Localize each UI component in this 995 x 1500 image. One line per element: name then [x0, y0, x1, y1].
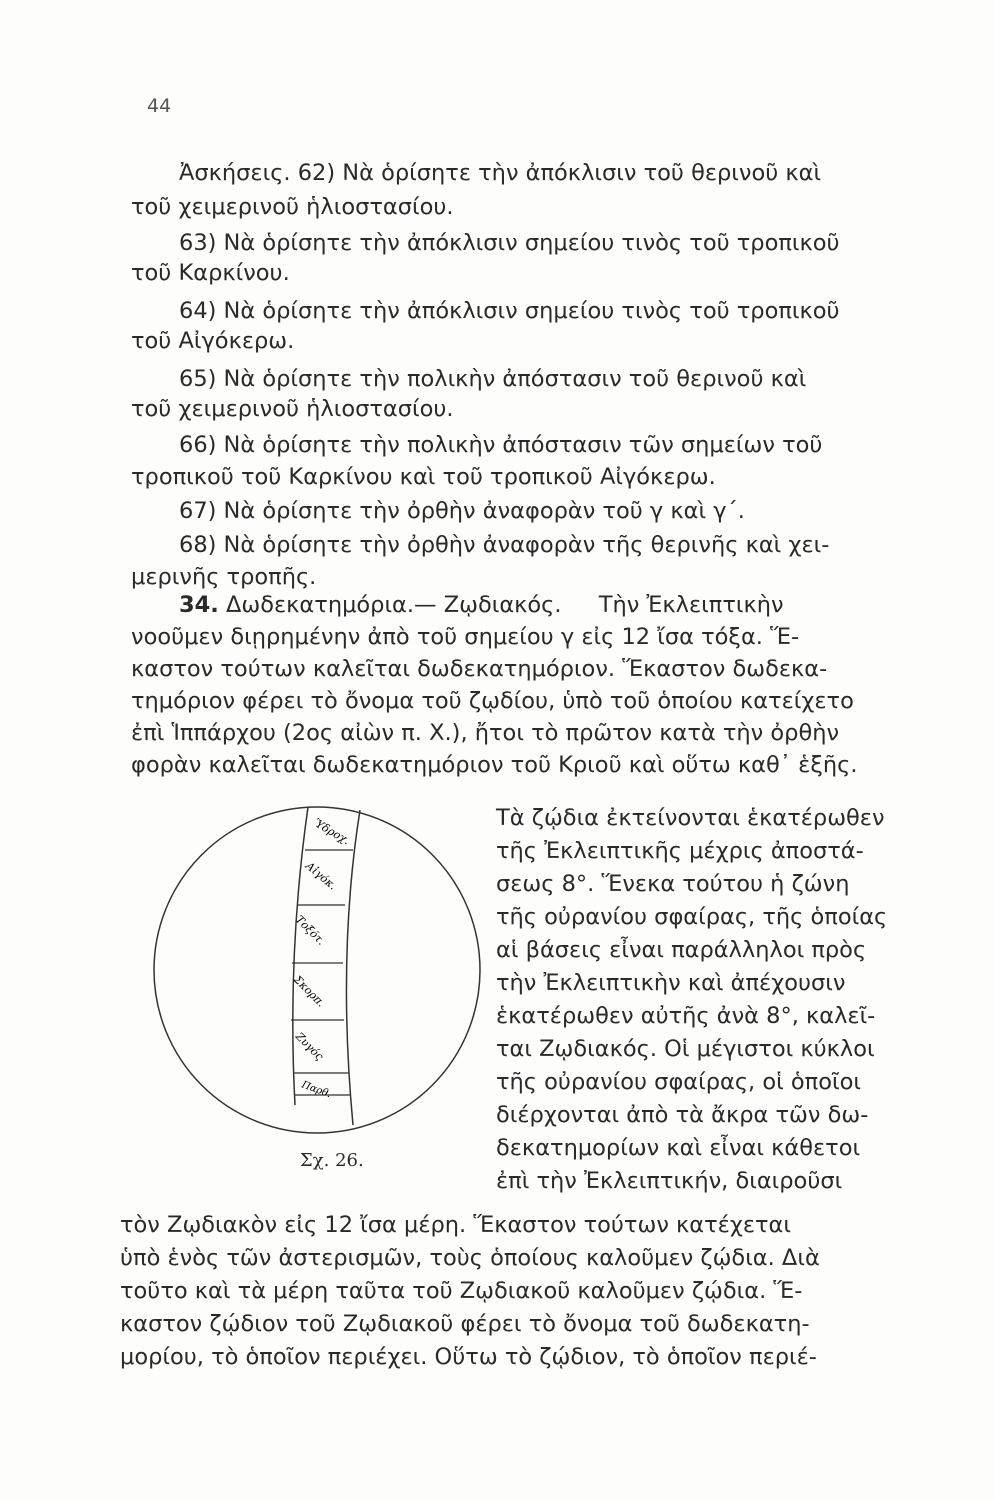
bottom-line: τὸν Ζῳδιακὸν εἰς 12 ἴσα μέρη. Ἕκαστον τούτων κατέχεται [120, 1212, 791, 1238]
bottom-line: ὑπὸ ἑνὸς τῶν ἀστερισμῶν, τοὺς ὁποίους καλοῦμεν ζῴδια. Διὰ [120, 1245, 820, 1271]
exercise-62-line-1: Ἀσκήσεις. 62) Νὰ ὁρίσητε τὴν ἀπόκλισιν τοῦ θερινοῦ καὶ [179, 160, 822, 186]
section-heading-line [131, 592, 784, 618]
section-title: Δωδεκατημόρια.— Ζῳδιακός. [226, 592, 562, 618]
exercise-63-line-1: 63) Νὰ ὁρίσητε τὴν ἀπόκλισιν σημείου τινὸς τοῦ τροπικοῦ [179, 230, 840, 256]
section-line-6: φορὰν καλεῖται δωδεκατημόριον τοῦ Κριοῦ καὶ οὕτω καθ᾽ ἑξῆς. [131, 752, 858, 778]
segment-label: Αἰγόκ. [303, 859, 340, 893]
side-line: Τὰ ζῴδια ἐκτείνονται ἑκατέρωθεν [496, 805, 885, 831]
side-line: τῆς οὐρανίου σφαίρας, οἱ ὁποῖοι [496, 1069, 861, 1095]
segment-label: Παρθ. [299, 1079, 333, 1101]
side-line: τῆς Ἐκλειπτικῆς μέχρις ἀποστά- [496, 838, 864, 864]
segment-label: Σκορπ. [290, 972, 328, 1010]
side-line: τῆς οὐρανίου σφαίρας, τῆς ὁποίας [496, 904, 888, 930]
exercise-64-line-2: τοῦ Αἰγόκερω. [131, 328, 295, 354]
band-left-edge [293, 807, 308, 1105]
zodiac-diagram [145, 805, 490, 1145]
section-line-2: νοοῦμεν διῃρημένην ἀπὸ τοῦ σημείου γ εἰς 12 ἴσα τόξα. Ἕ- [131, 624, 800, 650]
side-line: ἑκατέρωθεν αὐτῆς ἀνὰ 8°, καλεῖ- [496, 1003, 876, 1029]
side-line: σεως 8°. Ἕνεκα τούτου ἡ ζώνη [496, 871, 850, 897]
side-line: τὴν Ἐκλειπτικὴν καὶ ἀπέχουσιν [496, 970, 846, 996]
section-line-1: Τὴν Ἐκλειπτικὴν [598, 592, 784, 618]
section-number: 34. [179, 592, 219, 618]
exercise-62-line-2: τοῦ χειμερινοῦ ἡλιοστασίου. [131, 194, 454, 220]
segment-label: Ζυγός [292, 1029, 326, 1063]
exercise-64-line-1: 64) Νὰ ὁρίσητε τὴν ἀπόκλισιν σημείου τινὸς τοῦ τροπικοῦ [179, 298, 840, 324]
exercise-65-line-1: 65) Νὰ ὁρίσητε τὴν πολικὴν ἀπόστασιν τοῦ θερινοῦ καὶ [179, 366, 807, 392]
section-line-3: καστον τούτων καλεῖται δωδεκατημόριον. Ἕκαστον δωδεκα- [131, 656, 828, 682]
figure-26 [145, 805, 490, 1145]
figure-caption: Σχ. 26. [300, 1150, 364, 1171]
side-line [496, 1036, 875, 1062]
exercise-65-line-2: τοῦ χειμερινοῦ ἡλιοστασίου. [131, 396, 454, 422]
exercise-66-line-1: 66) Νὰ ὁρίσητε τὴν πολικὴν ἀπόστασιν τῶν σημείων τοῦ [179, 432, 823, 458]
side-line-italic: ται Ζῳδιακός. Οἱ μέγιστοι κύκλοι [496, 1036, 875, 1062]
segment-label: Ὑδροχ. [311, 816, 352, 848]
page-number: 44 [147, 95, 172, 117]
section-line-5: ἐπὶ Ἱππάρχου (2ος αἰὼν π. Χ.), ἤτοι τὸ πρῶτον κατὰ τὴν ὀρθὴν [131, 720, 840, 746]
exercise-67-line-1: 67) Νὰ ὁρίσητε τὴν ὀρθὴν ἀναφορὰν τοῦ γ καὶ γ΄. [179, 498, 745, 524]
side-line: αἱ βάσεις εἶναι παράλληλοι πρὸς [496, 937, 867, 963]
exercise-68-line-2: μερινῆς τροπῆς. [131, 564, 317, 590]
exercise-63-line-2: τοῦ Καρκίνου. [131, 260, 290, 286]
side-line: ἐπὶ τὴν Ἐκλειπτικήν, διαιροῦσι [496, 1168, 843, 1194]
segment-label: Τοξότ. [292, 912, 328, 948]
side-line: δεκατημορίων καὶ εἶναι κάθετοι [496, 1135, 861, 1161]
bottom-line: καστον ζῴδιον τοῦ Ζῳδιακοῦ φέρει τὸ ὄνομα τοῦ δωδεκατη- [120, 1311, 810, 1337]
exercise-68-line-1: 68) Νὰ ὁρίσητε τὴν ὀρθὴν ἀναφορὰν τῆς θερινῆς καὶ χει- [179, 532, 830, 558]
bottom-line: τοῦτο καὶ τὰ μέρη ταῦτα τοῦ Ζῳδιακοῦ καλοῦμεν ζῴδια. Ἕ- [120, 1278, 803, 1304]
bottom-line: μορίου, τὸ ὁποῖον περιέχει. Οὕτω τὸ ζῴδιον, τὸ ὁποῖον περιέ- [120, 1344, 817, 1370]
band-right-edge [346, 810, 360, 1125]
exercise-66-line-2: τροπικοῦ τοῦ Καρκίνου καὶ τοῦ τροπικοῦ Αἰγόκερω. [131, 464, 716, 490]
side-line: διέρχονται ἀπὸ τὰ ἄκρα τῶν δω- [496, 1102, 869, 1128]
section-line-4: τημόριον φέρει τὸ ὄνομα τοῦ ζῳδίου, ὑπὸ τοῦ ὁποίου κατείχετο [131, 688, 854, 714]
